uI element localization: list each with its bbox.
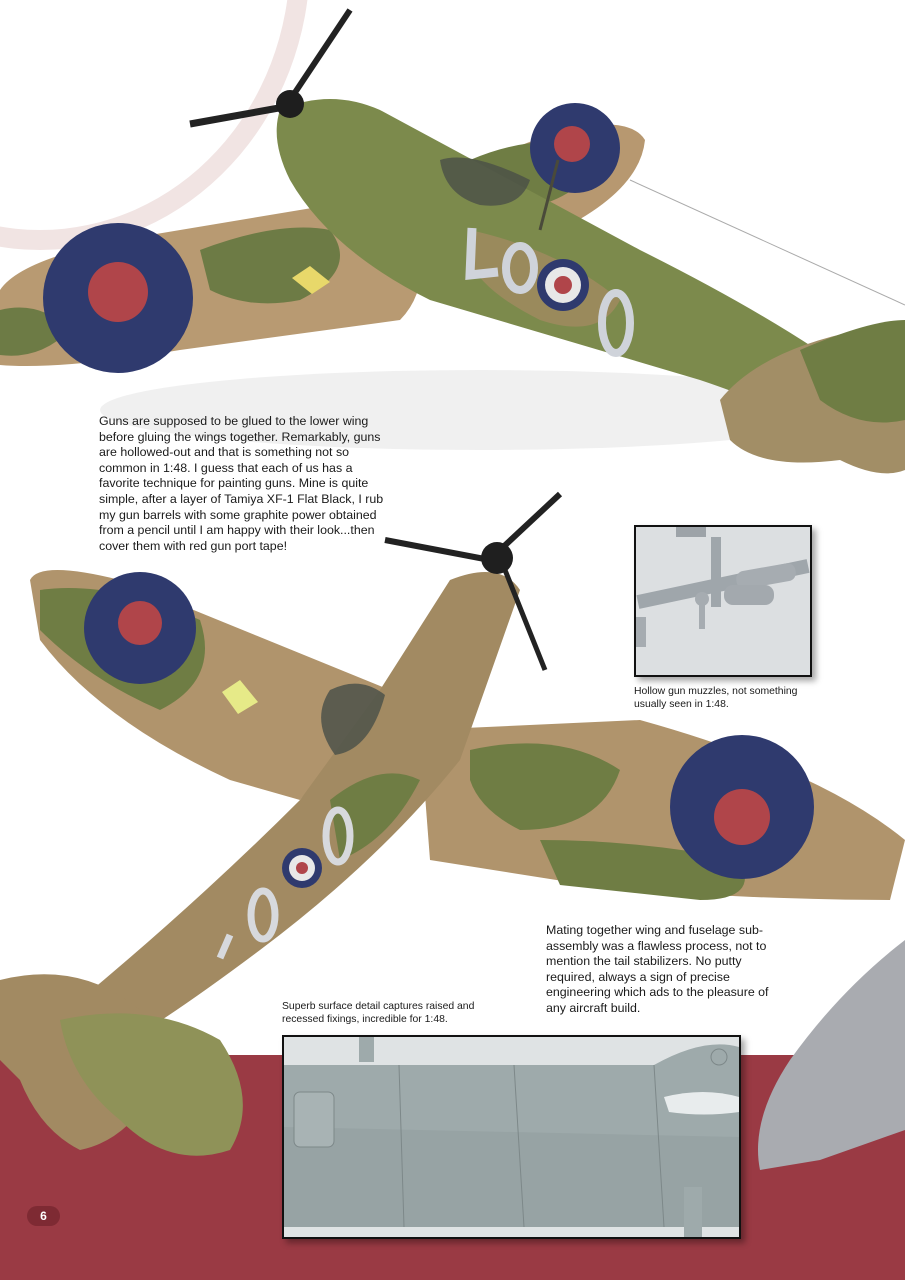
gun-painting-text: Guns are supposed to be glued to the lower wing before gluing the wings together. Remarkably, guns are hollowed-out and that is something not so common in 1:48. I guess that each of us has a favorite technique for painting guns. Mine is quite simple, after a layer of Tamiya XF-1 Flat Black, I rub my gun barrels with some graphite power obtained from a pencil until I am happy with their look...then cover them with red gun port tape! [99, 414, 384, 553]
gun-parts-image [636, 527, 810, 675]
page-number: 6 [27, 1206, 60, 1226]
gun-muzzles-inset-photo [634, 525, 812, 677]
fuselage-detail-inset-photo [282, 1035, 741, 1239]
fuselage-detail-image [284, 1037, 739, 1237]
gun-muzzles-caption: Hollow gun muzzles, not something usually seen in 1:48. [634, 686, 798, 710]
mating-assembly-text: Mating together wing and fuselage sub-assembly was a flawless process, not to mention the tail stabilizers. No putty required, always a sign of precise engineering which ads to the pleasure of any aircraft build. [546, 923, 769, 1015]
surface-detail-caption: Superb surface detail captures raised and recessed fixings, incredible for 1:48. [282, 1001, 475, 1025]
